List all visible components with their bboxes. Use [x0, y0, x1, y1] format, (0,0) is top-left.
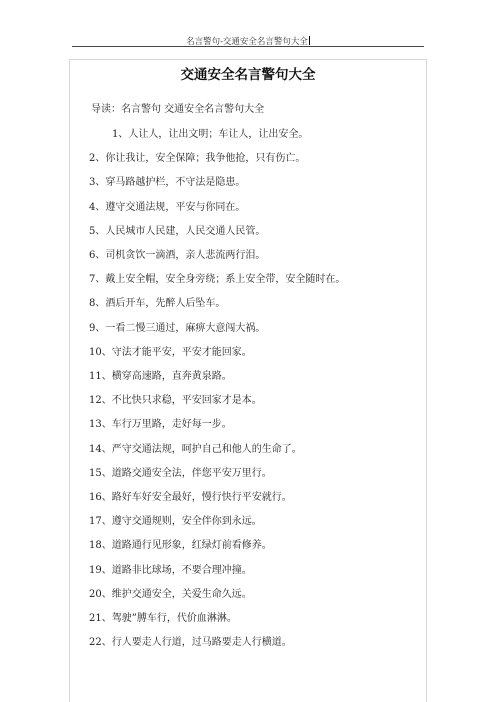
- list-item: 20、维护交通安全，关爱生命久远。: [89, 589, 252, 600]
- list-item: 21、驾驶”膊车行，代价血淋淋。: [89, 613, 237, 624]
- list-item: 5、人民城市人民建，人民交通人民管。: [89, 226, 266, 237]
- list-item: 12、不比快只求稳，平安回家才是本。: [89, 395, 262, 406]
- list-item: 4、遵守交通法规，平安与你同在。: [89, 202, 246, 213]
- list-item: 8、酒后开车，先醉人后坠车。: [89, 298, 226, 309]
- list-item: 15、道路交通安全法，伴您平安万里行。: [89, 468, 272, 479]
- intro-line: 导读：名言警句 交通安全名言警句大全: [91, 104, 265, 115]
- list-item: 19、道路非比球场，不要合理冲撞。: [89, 565, 252, 576]
- document-title: 交通安全名言警句大全: [180, 67, 316, 83]
- list-item: 14、严守交通法规，呵护自己和他人的生命了。: [89, 444, 302, 455]
- list-item: 13、车行万里路，走好每一步。: [89, 419, 232, 430]
- list-item: 3、穿马路越护栏，不守法是隐患。: [89, 177, 246, 188]
- list-item: 18、道路通行见形象，红绿灯前看修养。: [89, 540, 272, 551]
- text-cursor: [309, 36, 310, 45]
- list-item: 10、守法才能平安，平安才能回家。: [89, 347, 252, 358]
- list-item: 6、司机贪饮一滴酒，亲人悲流两行泪。: [89, 250, 266, 261]
- header-divider: [72, 46, 424, 47]
- running-header-title: 名言警句-交通安全名言警句大全: [186, 37, 308, 47]
- list-item: 2、你让我让，安全保障；我争他抢，只有伤亡。: [89, 153, 306, 164]
- list-item: 17、遵守交通规则，安全伴你到永远。: [89, 516, 262, 527]
- list-item: 7、戴上安全帽，安全身旁绕；系上安全带，安全随时在。: [89, 274, 346, 285]
- list-item: 11、横穿高速路，直奔黄泉路。: [89, 371, 232, 382]
- list-item: 22、行人要走人行道，过马路要走人行横道。: [89, 637, 292, 648]
- list-item: 1、人让人，让出文明；车让人，让出安全。: [112, 129, 309, 140]
- list-item: 16、路好车好安全最好，慢行快行平安就行。: [89, 492, 292, 503]
- list-item: 9、一看二慢三通过，麻痹大意闯大祸。: [89, 323, 266, 334]
